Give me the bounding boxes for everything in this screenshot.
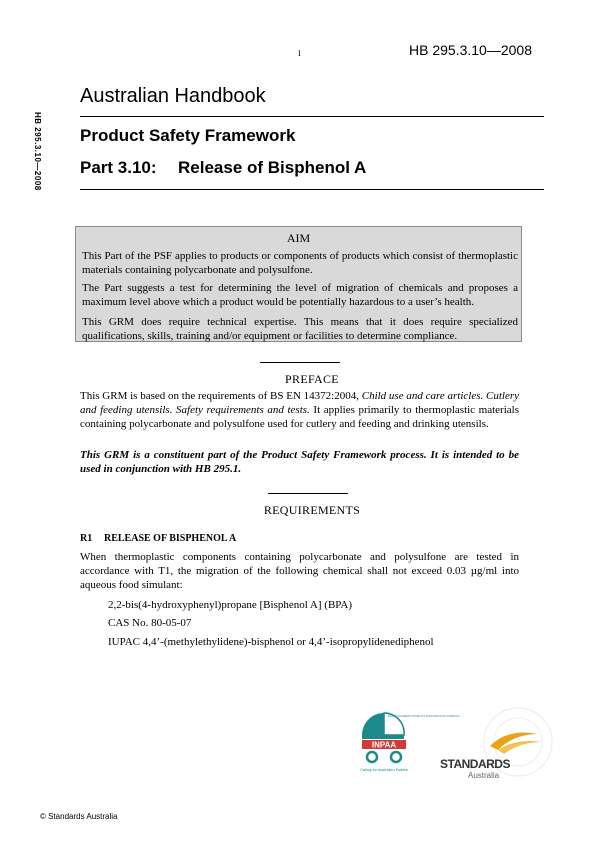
r1-paragraph: When thermoplastic components containing polycarbonate and polysulfone are tested in accordance with T1, the migration of the following chemical shall not exceed 0.03 µg/ml into aqueous food simulant: [80,551,519,591]
aim-heading: AIM [286,231,311,245]
aim-paragraph-3: This GRM does require technical expertise. This means that it does require specialized qualifications, skills, training and/or equipment or facilities to determine compliance. [82,316,518,342]
chemical-name: 2,2-bis(4-hydroxyphenyl)propane [Bisphenol A] (BPA) [108,599,353,611]
cas-number: CAS No. 80-05-07 [108,617,192,629]
requirements-divider [268,493,348,494]
standards-swoosh-icon [490,733,542,755]
copyright-notice: © Standards Australia [40,812,118,821]
requirements-heading: REQUIREMENTS [263,503,361,517]
r1-title: RELEASE OF BISPHENOL A [104,533,237,544]
preface-paragraph-1: This GRM is based on the requirements of BS EN 14372:2004, Child use and care articles. Cutlery and feeding utensils. Safety requirements and tests. It applies primarily to thermoplastic materials containing polycarbonate and polysulfone used for cutlery and feeding and drinking utensils. [80,390,519,430]
handbook-title: Australian Handbook [80,85,266,107]
standards-sub: Australia [468,771,500,780]
preface-heading: PREFACE [285,372,339,386]
inpaa-name: INPAA [371,740,397,750]
standards-australia-logo [438,706,568,786]
side-document-code: HB 295.3.10—2008 [33,112,42,191]
preface-divider [260,362,340,363]
part-name: Release of Bisphenol A [178,158,367,177]
iupac-name: IUPAC 4,4’-(methylethylidene)-bisphenol or 4,4’-isopropylidenediphenol [108,636,434,648]
standards-name: STANDARDS [440,757,510,771]
wheel-icon [391,752,401,762]
inpaa-tagline: Caring for Australia's Babies [360,768,408,772]
title-rule-top [80,116,544,117]
title-rule-bottom [80,189,544,190]
document-code: HB 295.3.10—2008 [409,42,532,58]
part-title [80,158,366,178]
page-number: I [298,49,301,58]
inpaa-logo [348,697,460,777]
aim-paragraph-2: The Part suggests a test for determining the level of migration of chemicals and proposes a maximum level above which a product would be potentially hazardous to a user’s health. [82,282,518,308]
inpaa-small-text: INFANT & NURSERY PRODUCTS ASSOCIATION OF AUSTRALIA [388,715,460,718]
wheel-icon [367,752,377,762]
framework-title: Product Safety Framework [80,126,296,145]
part-label: Part 3.10: [80,158,157,177]
aim-paragraph-1: This Part of the PSF applies to products or components of products which consist of thermoplastic materials containing polycarbonate and polysulfone. [82,250,518,276]
r1-heading [80,533,236,544]
r1-number: R1 [80,533,93,544]
preface-paragraph-2: This GRM is a constituent part of the Product Safety Framework process. It is intended to be used in conjunction with HB 295.1. [80,449,519,475]
